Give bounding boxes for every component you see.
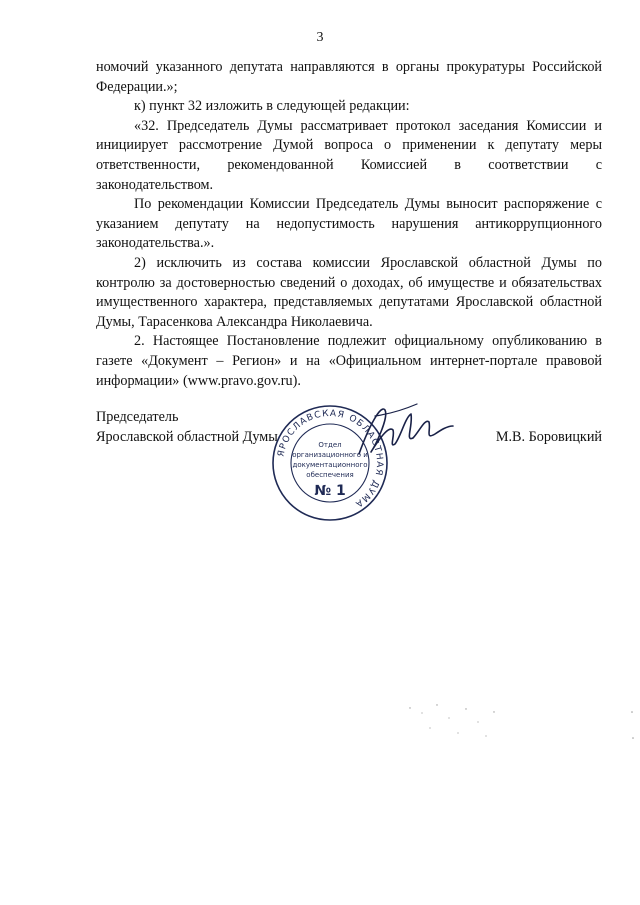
seal-ring-text: ЯРОСЛАВСКАЯ ОБЛАСТНАЯ ДУМА — [276, 408, 385, 510]
seal-line-3: документационного — [292, 461, 368, 469]
signatory-title-line-1: Председатель — [96, 409, 179, 425]
signatory-name: М.В. Боровицкий — [495, 429, 602, 445]
seal-line-2: организационного и — [292, 451, 368, 459]
paragraph-item-2: 2) исключить из состава комиссии Ярославской областной Думы по контролю за достоверностью сведений о доходах, об имуществе и обязательствах имущественного характера, представляемых депутатами Ярославской областной Думы, Тарасенкова Александра Николаевича. — [96, 254, 602, 330]
page-number: 3 — [316, 30, 324, 45]
paragraph-continuation: номочий указанного депутата направляются в органы прокуратуры Российской Федерации.»; — [96, 59, 602, 95]
paragraph-publication: 2. Настоящее Постановление подлежит официальному опубликованию в газете «Документ – Регион» и на «Официальном интернет-портале правовой информации» (www.pravo.gov.ru). — [96, 333, 602, 389]
seal-line-4: обеспечения — [306, 471, 354, 479]
seal-line-1: Отдел — [318, 441, 342, 449]
signatory-title-line-2: Ярославской областной Думы — [96, 428, 278, 445]
body-text — [96, 58, 602, 391]
paragraph-recommendation: По рекомендации Комиссии Председатель Думы выносит распоряжение с указанием депутату на недопустимость нарушения антикоррупционного законодательства.». — [96, 196, 602, 252]
seal-number: № 1 — [314, 483, 346, 499]
paragraph-item-k: к) пункт 32 изложить в следующей редакции: — [134, 98, 410, 115]
handwritten-signature — [355, 396, 455, 466]
paragraph-clause-32: «32. Председатель Думы рассматривает протокол заседания Комиссии и инициирует рассмотрение Думой вопроса о применении к депутату меры ответственности, рекомендованной Комиссией в соответствии с законодательством. — [96, 117, 602, 193]
signatory-title — [96, 408, 278, 447]
